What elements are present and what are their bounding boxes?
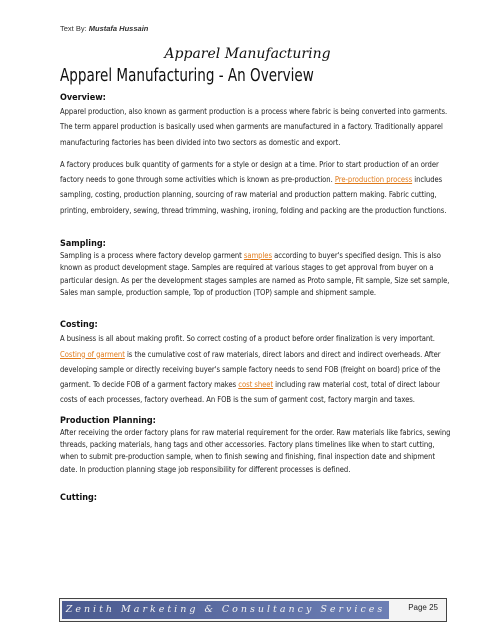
costing-paragraph	[60, 331, 452, 407]
pre-production-link[interactable]: Pre-production process	[334, 175, 413, 185]
author-credit	[60, 24, 148, 33]
overview-paragraph-1: Apparel production, also known as garment production is a process where fabric is being converted into garments. The term apparel production is basically used when garments are manufactured in a factory. Traditionally apparel manufacturing factories has been divided into two sectors as domestic and export.	[60, 107, 448, 147]
section-heading-sampling: Sampling:	[60, 239, 106, 250]
footer-banner: Zenith Marketing & Consultancy Services	[62, 601, 389, 619]
planning-paragraph: After receiving the order factory plans for raw material requirement for the order. Raw materials like fabrics, sewing threads, packing materials, hang tags and other accessories. Factory plans timelines like when to start cutting, when to submit pre-production sample, when to finish sewing and finishing, final inspection date and shipment date. In production planning stage job responsibility for different processes is defined.	[60, 427, 451, 474]
credit-prefix: Text By:	[60, 24, 89, 33]
text-run: including raw material cost, total of direct labour costs of each processes, factory overhead. An FOB is the sum of garment cost, factory margin and taxes.	[60, 380, 440, 405]
document-title: Apparel Manufacturing	[164, 46, 331, 62]
overview-paragraph-2	[60, 157, 452, 218]
section-heading-costing: Costing:	[60, 320, 98, 331]
costing-of-garment-link[interactable]: Costing of garment	[60, 349, 125, 359]
cost-sheet-link[interactable]: cost sheet	[238, 380, 274, 390]
section-heading-overview: Overview:	[60, 93, 106, 103]
text-run: according to buyer's specified design. This is also known as product development stage. Samples are required at various stages to get approval from buyer on a particular design. As per the development stages samples are named as Proto sample, Fit sample, Size set sample, Sales man sample, production sample, Top of production (TOP) sample and shipment sample.	[60, 251, 450, 297]
text-run: A business is all about making profit. So correct costing of a product before order finalization is very important.	[60, 334, 435, 344]
text-run: Sampling is a process where factory develop garment	[60, 251, 244, 261]
samples-link[interactable]: samples	[243, 251, 272, 261]
text-run: includes sampling, costing, production planning, sourcing of raw material and production pattern making. Fabric cutting, printing, embroidery, sewing, thread trimming, washing, ironing, folding and packing are the production functions.	[60, 175, 447, 215]
page-number: Page 25	[408, 603, 438, 612]
page-title: Apparel Manufacturing - An Overview	[60, 66, 314, 86]
section-heading-production-planning: Production Planning:	[60, 415, 156, 426]
page-footer	[59, 598, 447, 622]
author-name: Mustafa Hussain	[88, 24, 149, 33]
text-run: is the cumulative cost of raw materials, direct labors and direct and indirect overheads. After developing sample or directly receiving buyer's sample factory needs to send FOB (freight on board) price of the garment. To decide FOB of a garment factory makes	[60, 349, 441, 390]
document-body	[60, 92, 452, 504]
sampling-paragraph	[60, 250, 452, 299]
section-heading-cutting: Cutting:	[60, 492, 98, 503]
text-run: A factory produces bulk quantity of garments for a style or design at a time. Prior to start production of an order factory needs to gone through some activities which is known as pre-production.	[60, 159, 439, 185]
